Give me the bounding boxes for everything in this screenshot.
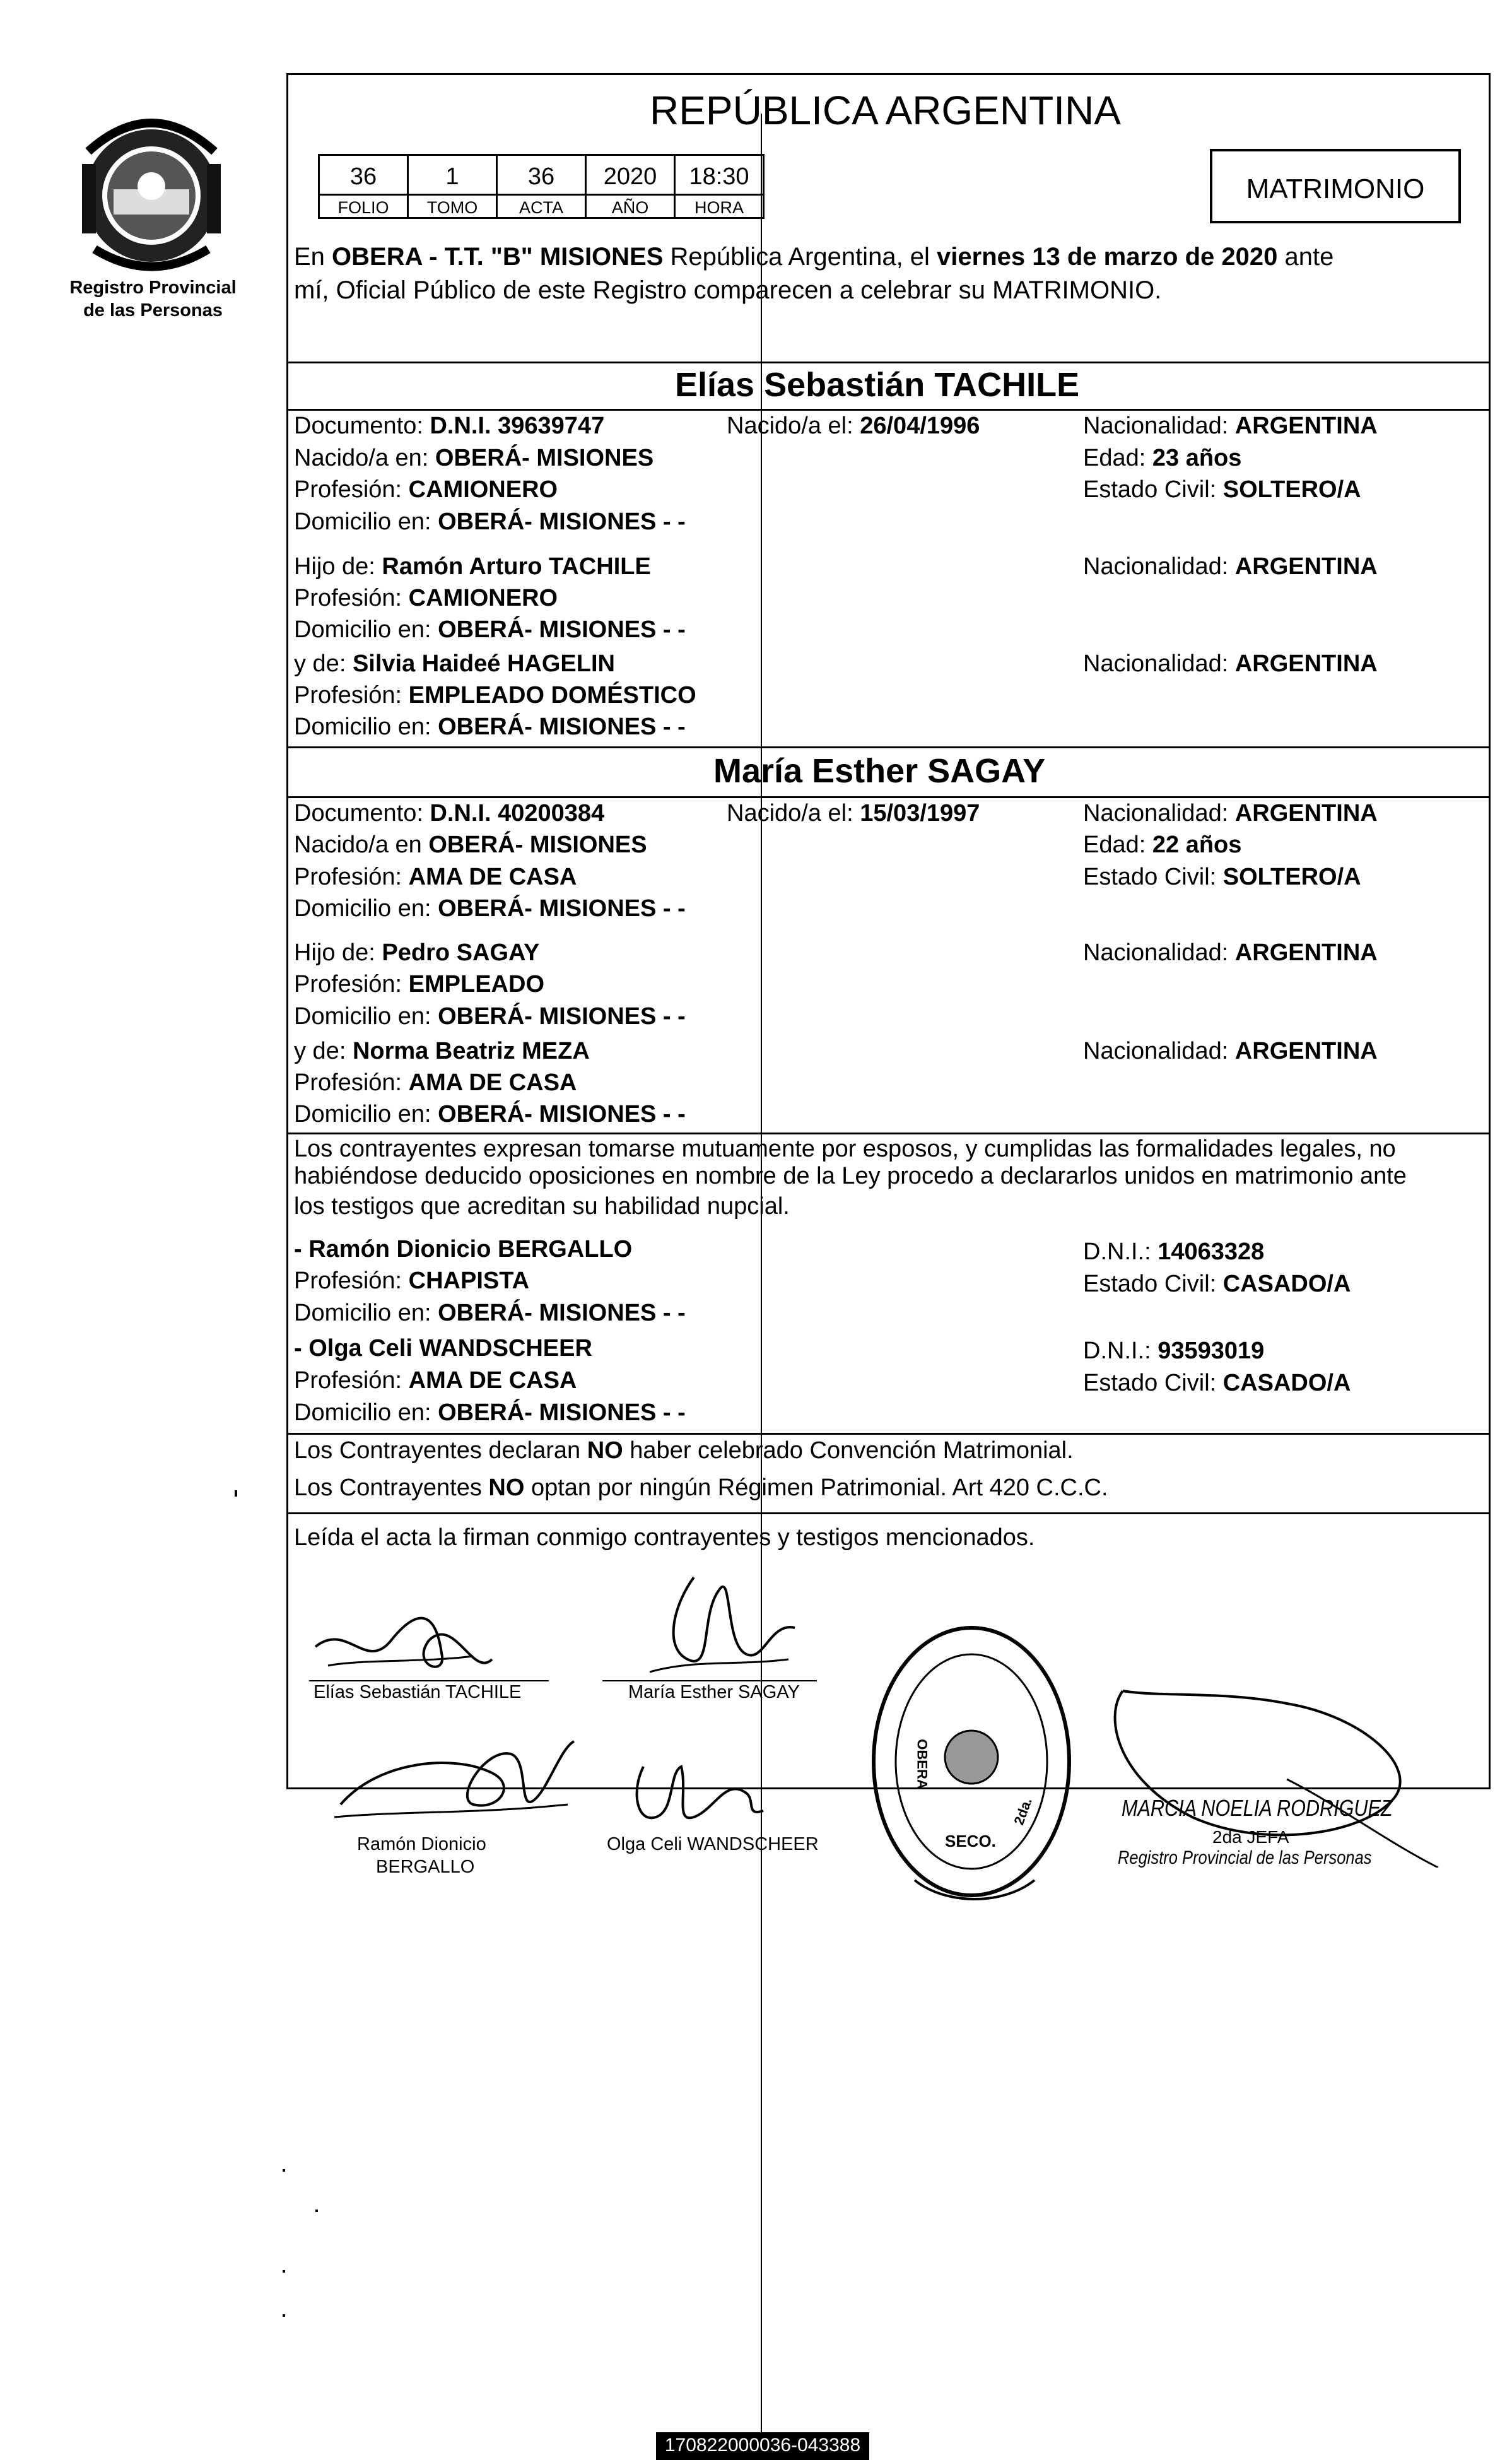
hora-label: HORA <box>694 198 744 217</box>
official-role: 2da JEFA <box>1212 1827 1289 1847</box>
witness-1-signature <box>328 1735 580 1836</box>
bride-doc-label: Documento: <box>294 800 430 827</box>
witness-1-dni-label: D.N.I.: <box>1083 1239 1158 1265</box>
witness-1-profession <box>294 1269 529 1293</box>
witness-1-dni <box>1083 1240 1264 1264</box>
groom-mother-nat-value: ARGENTINA <box>1234 650 1378 677</box>
groom-mother-dom-label: Domicilio en: <box>294 714 438 740</box>
acta-value: 36 <box>527 163 555 190</box>
groom-birthdate-value: 26/04/1996 <box>860 413 980 439</box>
groom-nationality <box>1083 414 1378 438</box>
groom-civil-label: Estado Civil: <box>1083 476 1223 503</box>
divider-bride-name <box>286 796 1491 798</box>
bride-birthdate-label: Nacido/a el: <box>727 800 860 827</box>
groom-mother-nat-label: Nacionalidad: <box>1083 650 1235 677</box>
groom-father-prof-label: Profesión: <box>294 585 409 611</box>
groom-mother-prof-label: Profesión: <box>294 682 409 709</box>
regime-1-b: NO <box>587 1437 623 1464</box>
bride-father-profession <box>294 972 544 996</box>
groom-mother-value: Silvia Haideé HAGELIN <box>352 650 615 677</box>
intro-line-2: mí, Oficial Público de este Registro comparecen a celebrar su MATRIMONIO. <box>294 276 1162 304</box>
bride-civil-label: Estado Civil: <box>1083 864 1223 890</box>
footer-code: 170822000036-043388 <box>664 2435 861 2456</box>
intro-text-a: En <box>294 243 332 271</box>
bride-born-value: OBERÁ- MISIONES <box>428 832 647 858</box>
bride-signature <box>637 1565 801 1685</box>
bride-signature-caption: María Esther SAGAY <box>628 1682 800 1702</box>
bride-name: María Esther SAGAY <box>713 752 1046 790</box>
bride-father-prof-label: Profesión: <box>294 971 409 998</box>
scan-mark <box>283 2169 285 2172</box>
bride-nationality <box>1083 801 1378 825</box>
groom-father-profession <box>294 586 558 610</box>
bride-mother-prof-label: Profesión: <box>294 1069 409 1096</box>
witness-2-dom-label: Domicilio en: <box>294 1399 438 1426</box>
bride-father-nationality <box>1083 941 1378 965</box>
tomo-label: TOMO <box>426 198 478 217</box>
witness-1-domicile <box>294 1301 686 1325</box>
regime-2-b: NO <box>488 1474 525 1501</box>
scan-mark <box>315 2210 318 2212</box>
witness-2-dni-value: 93593019 <box>1157 1338 1265 1364</box>
official-name: MARCIA NOELIA RODRIGUEZ <box>1122 1795 1393 1821</box>
groom-signature-caption: Elías Sebastián TACHILE <box>314 1682 522 1702</box>
record-type: MATRIMONIO <box>1246 174 1425 204</box>
anio-label: AÑO <box>611 198 649 217</box>
page-title: REPÚBLICA ARGENTINA <box>650 88 1121 133</box>
tomo-value: 1 <box>445 163 459 190</box>
bride-father-nat-label: Nacionalidad: <box>1083 939 1235 966</box>
witness-1-name: - Ramón Dionicio BERGALLO <box>294 1236 633 1262</box>
witness-1-civil <box>1083 1272 1351 1296</box>
groom-mother-profession <box>294 683 696 707</box>
groom-born-label: Nacido/a en: <box>294 445 435 471</box>
divider-bride-top <box>286 746 1491 748</box>
regime-line-2 <box>294 1476 1108 1500</box>
bride-mother-dom-value: OBERÁ- MISIONES - - <box>438 1101 686 1127</box>
witness-2-profession <box>294 1368 577 1392</box>
groom-name: Elías Sebastián TACHILE <box>675 366 1080 404</box>
groom-father-value: Ramón Arturo TACHILE <box>382 553 651 580</box>
bride-birthdate-value: 15/03/1997 <box>860 800 980 827</box>
bride-doc-value: D.N.I. 40200384 <box>430 800 605 827</box>
record-type-box <box>1210 149 1461 223</box>
closing-text: Leída el acta la firman conmigo contrayentes y testigos mencionados. <box>294 1524 1035 1551</box>
witness-1-prof-value: CHAPISTA <box>408 1268 530 1294</box>
bride-domicile <box>294 897 686 921</box>
groom-doc-label: Documento: <box>294 413 430 439</box>
witness-1-dom-label: Domicilio en: <box>294 1300 438 1326</box>
groom-mother-domicile <box>294 715 686 739</box>
groom-profession <box>294 478 558 502</box>
bride-age-value: 22 años <box>1152 832 1242 858</box>
witness-2-domicile <box>294 1401 686 1425</box>
groom-signature <box>309 1603 498 1685</box>
groom-father-dom-label: Domicilio en: <box>294 616 438 643</box>
groom-domicile <box>294 510 686 534</box>
intro-text-b: República Argentina, el <box>663 243 937 271</box>
stamp-inner-text-2: 2da. <box>1011 1795 1035 1827</box>
scan-mark <box>235 1490 237 1497</box>
groom-age-value: 23 años <box>1152 445 1242 471</box>
witness-2-dom-value: OBERÁ- MISIONES - - <box>438 1399 686 1426</box>
groom-nat-value: ARGENTINA <box>1234 413 1378 439</box>
bride-mother-nat-label: Nacionalidad: <box>1083 1038 1235 1064</box>
bride-father-domicile <box>294 1004 686 1028</box>
divider-regime <box>286 1433 1491 1435</box>
groom-prof-label: Profesión: <box>294 476 409 503</box>
regime-1-c: haber celebrado Convención Matrimonial. <box>623 1437 1074 1464</box>
intro-date: viernes 13 de marzo de 2020 <box>937 243 1278 271</box>
witness-1-civil-label: Estado Civil: <box>1083 1271 1223 1297</box>
seal-caption-1: Registro Provincial <box>69 278 237 298</box>
bride-mother-label: y de: <box>294 1038 353 1064</box>
center-rule <box>761 114 762 2442</box>
folio-value: 36 <box>349 163 377 190</box>
groom-doc-value: D.N.I. 39639747 <box>430 413 605 439</box>
official-office: Registro Provincial de las Personas <box>1118 1847 1372 1868</box>
bride-doc <box>294 801 604 825</box>
bride-birthdate <box>727 801 980 825</box>
provincial-seal <box>63 101 240 278</box>
hora-value: 18:30 <box>689 163 749 190</box>
groom-signature-line <box>309 1680 549 1681</box>
delegation-stamp <box>864 1615 1079 1912</box>
intro-line-1 <box>294 244 1333 269</box>
declaration-line-1: Los contrayentes expresan tomarse mutuamente por esposos, y cumplidas las formalidades legales, no <box>294 1136 1396 1162</box>
groom-mother-nationality <box>1083 652 1378 676</box>
bride-father-value: Pedro SAGAY <box>382 939 540 966</box>
bride-father <box>294 941 539 965</box>
groom-birthdate <box>727 414 980 438</box>
footer-code-bar <box>656 2432 869 2460</box>
regime-2-a: Los Contrayentes <box>294 1474 489 1501</box>
groom-father-prof-value: CAMIONERO <box>408 585 558 611</box>
bride-dom-value: OBERÁ- MISIONES - - <box>438 895 686 922</box>
witness-2-prof-label: Profesión: <box>294 1367 409 1394</box>
groom-dom-value: OBERÁ- MISIONES - - <box>438 509 686 535</box>
intro-text-c: ante <box>1277 243 1334 271</box>
groom-father-nat-label: Nacionalidad: <box>1083 553 1235 580</box>
divider-closing <box>286 1512 1491 1514</box>
witness-1-signature-caption-2: BERGALLO <box>376 1857 475 1877</box>
provincial-seal-icon <box>63 101 240 278</box>
divider-declaration <box>286 1133 1491 1134</box>
groom-age-label: Edad: <box>1083 445 1152 471</box>
bride-nat-label: Nacionalidad: <box>1083 800 1235 827</box>
witness-2-prof-value: AMA DE CASA <box>408 1367 577 1394</box>
bride-father-nat-value: ARGENTINA <box>1234 939 1378 966</box>
delegation-stamp-icon <box>864 1615 1079 1912</box>
bride-mother-domicile <box>294 1102 686 1126</box>
witness-2-civil <box>1083 1371 1351 1395</box>
bride-father-dom-value: OBERÁ- MISIONES - - <box>438 1003 686 1030</box>
intro-place: OBERA - T.T. "B" MISIONES <box>332 243 664 271</box>
stamp-bottom-text: SECO. <box>945 1832 996 1851</box>
declaration-line-3: los testigos que acreditan su habilidad nupcial. <box>294 1193 790 1220</box>
witness-2-civil-value: CASADO/A <box>1222 1370 1351 1396</box>
bride-mother-profession <box>294 1071 577 1095</box>
bride-age-label: Edad: <box>1083 832 1152 858</box>
witness-2-civil-label: Estado Civil: <box>1083 1370 1223 1396</box>
groom-father-nationality <box>1083 555 1378 579</box>
stamp-inner-text: OBERA <box>914 1739 930 1789</box>
bride-civil-value: SOLTERO/A <box>1222 864 1361 890</box>
bride-father-label: Hijo de: <box>294 939 382 966</box>
bride-father-prof-value: EMPLEADO <box>408 971 545 998</box>
bride-born-label: Nacido/a en <box>294 832 429 858</box>
bride-prof-value: AMA DE CASA <box>408 864 577 890</box>
groom-birthdate-label: Nacido/a el: <box>727 413 860 439</box>
witness-2-dni-label: D.N.I.: <box>1083 1338 1158 1364</box>
bride-mother-nat-value: ARGENTINA <box>1234 1038 1378 1064</box>
witness-1-signature-icon <box>328 1735 580 1836</box>
bride-profession <box>294 865 577 889</box>
bride-mother-prof-value: AMA DE CASA <box>408 1069 577 1096</box>
scan-mark <box>283 2314 285 2317</box>
groom-father <box>294 555 651 579</box>
regime-2-c: optan por ningún Régimen Patrimonial. Art 420 C.C.C. <box>524 1474 1108 1501</box>
divider-groom-top <box>286 362 1491 363</box>
witness-2-name: - Olga Celi WANDSCHEER <box>294 1335 592 1362</box>
groom-doc <box>294 414 604 438</box>
groom-father-domicile <box>294 618 686 642</box>
witness-2-signature-icon <box>618 1754 770 1836</box>
witness-1-dni-value: 14063328 <box>1157 1239 1265 1265</box>
bride-father-dom-label: Domicilio en: <box>294 1003 438 1030</box>
groom-mother-dom-value: OBERÁ- MISIONES - - <box>438 714 686 740</box>
groom-mother-prof-value: EMPLEADO DOMÉSTICO <box>408 682 696 709</box>
bride-mother-value: Norma Beatriz MEZA <box>352 1038 590 1064</box>
bride-signature-icon <box>637 1565 801 1685</box>
groom-father-nat-value: ARGENTINA <box>1234 553 1378 580</box>
witness-2-signature <box>618 1754 770 1836</box>
groom-mother <box>294 652 615 676</box>
bride-nat-value: ARGENTINA <box>1234 800 1378 827</box>
bride-mother <box>294 1039 590 1063</box>
bride-dom-label: Domicilio en: <box>294 895 438 922</box>
groom-prof-value: CAMIONERO <box>408 476 558 503</box>
groom-age <box>1083 446 1241 470</box>
anio-value: 2020 <box>603 163 657 190</box>
witness-1-prof-label: Profesión: <box>294 1268 409 1294</box>
witness-1-civil-value: CASADO/A <box>1222 1271 1351 1297</box>
divider-groom-name <box>286 409 1491 411</box>
groom-signature-icon <box>309 1603 498 1685</box>
seal-caption-2: de las Personas <box>83 300 223 321</box>
regime-1-a: Los Contrayentes declaran <box>294 1437 587 1464</box>
witness-2-signature-caption: Olga Celi WANDSCHEER <box>607 1834 819 1854</box>
bride-age <box>1083 833 1241 857</box>
folio-label: FOLIO <box>337 198 389 217</box>
groom-civil-value: SOLTERO/A <box>1222 476 1361 503</box>
groom-civil <box>1083 478 1361 502</box>
bride-born <box>294 833 647 857</box>
declaration-line-2: habiéndose deducido oposiciones en nombre de la Ley procedo a declararlos unidos en matrimonio ante <box>294 1163 1407 1189</box>
groom-father-dom-value: OBERÁ- MISIONES - - <box>438 616 686 643</box>
witness-1-signature-caption-1: Ramón Dionicio <box>357 1834 486 1854</box>
bride-civil <box>1083 865 1361 889</box>
acta-label: ACTA <box>519 198 563 217</box>
regime-line-1 <box>294 1439 1074 1462</box>
groom-father-label: Hijo de: <box>294 553 382 580</box>
witness-2-dni <box>1083 1339 1264 1363</box>
bride-mother-dom-label: Domicilio en: <box>294 1101 438 1127</box>
bride-mother-nationality <box>1083 1039 1378 1063</box>
witness-1-dom-value: OBERÁ- MISIONES - - <box>438 1300 686 1326</box>
groom-mother-label: y de: <box>294 650 353 677</box>
groom-born-value: OBERÁ- MISIONES <box>435 445 654 471</box>
groom-born <box>294 446 653 470</box>
groom-nat-label: Nacionalidad: <box>1083 413 1235 439</box>
scan-mark <box>283 2270 285 2273</box>
bride-prof-label: Profesión: <box>294 864 409 890</box>
groom-dom-label: Domicilio en: <box>294 509 438 535</box>
bride-signature-line <box>602 1680 817 1681</box>
